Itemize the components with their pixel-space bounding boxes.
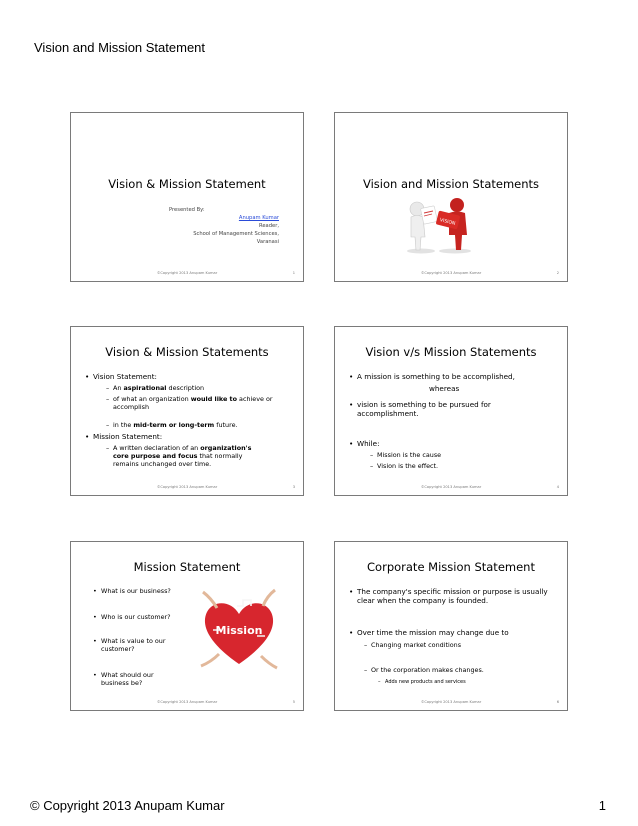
page-copyright: © Copyright 2013 Anupam Kumar — [30, 798, 225, 813]
slide-title: Vision & Mission Statements — [105, 345, 269, 359]
bullet: • The company's specific mission or purpose is usually clear when the company is founded. — [357, 587, 555, 605]
slide-footer: ©Copyright 2013 Anupam Kumar — [156, 271, 218, 275]
bullet: • Vision Statement: — [93, 372, 157, 381]
presenter-block — [139, 206, 279, 246]
slide-number: 6 — [556, 700, 559, 704]
question: • What is our business? — [101, 587, 191, 595]
slide-footer: ©Copyright 2013 Anupam Kumar — [420, 485, 482, 489]
bullet: • A mission is something to be accomplished, — [357, 372, 515, 381]
sub-bullet: – Changing market conditions — [371, 641, 461, 649]
bullet: • Mission Statement: — [93, 432, 162, 441]
slide-footer: ©Copyright 2013 Anupam Kumar — [156, 700, 218, 704]
slide-number: 2 — [556, 271, 559, 275]
question: • Who is our customer? — [101, 613, 191, 621]
text: in the — [113, 421, 134, 429]
vision-sign-text: VISION — [439, 218, 456, 227]
slide-4 — [334, 326, 568, 496]
whereas-text: whereas — [429, 384, 460, 393]
white-figure — [407, 202, 438, 254]
sub-bullet: – Vision is the effect. — [377, 462, 438, 470]
bullet: • While: — [357, 439, 380, 448]
bullet: • Over time the mission may change due to — [357, 628, 557, 637]
sub-bullet: – Mission is the cause — [377, 451, 441, 459]
question: • What should our business be? — [101, 671, 171, 687]
page-number: 1 — [598, 798, 606, 813]
slide-title: Corporate Mission Statement — [367, 560, 535, 574]
text-bold: aspirational — [123, 384, 167, 392]
mission-heart-illustration — [197, 584, 281, 674]
text: achieve or accomplish — [113, 395, 273, 412]
slide-2 — [334, 112, 568, 282]
question: • What is value to our customer? — [101, 637, 181, 653]
vision-illustration — [399, 193, 479, 255]
text: A written declaration of an — [113, 444, 201, 452]
sub-bullet — [113, 384, 283, 392]
slide-number: 5 — [292, 700, 295, 704]
text: future. — [214, 421, 238, 429]
mission-heart-text: Mission — [215, 624, 263, 637]
sub-bullet — [113, 444, 263, 469]
author-city: Varanasi — [256, 239, 279, 245]
sub-bullet: – Or the corporation makes changes. — [371, 666, 484, 674]
page-header: Vision and Mission Statement — [34, 40, 206, 55]
slide-6 — [334, 541, 568, 711]
slide-number: 4 — [556, 485, 559, 489]
slide-footer: ©Copyright 2013 Anupam Kumar — [420, 271, 482, 275]
text: An — [113, 384, 124, 392]
presented-by: Presented By: — [169, 207, 205, 213]
slide-number: 3 — [292, 485, 295, 489]
author-link[interactable]: Anupam Kumar — [238, 215, 279, 221]
slide-title: Vision & Mission Statement — [108, 177, 266, 191]
slide-number: 1 — [292, 271, 295, 275]
text-bold: mid-term or long-term — [133, 421, 215, 429]
slide-title: Vision and Mission Statements — [362, 177, 540, 191]
author-school: School of Management Sciences, — [193, 231, 279, 237]
sub-sub-bullet: – Adds new products and services — [385, 679, 466, 686]
slide-3 — [70, 326, 304, 496]
slide-title: Mission Statement — [133, 560, 241, 574]
text-bold: would like to — [190, 395, 237, 403]
sub-bullet — [113, 421, 283, 429]
slide-1 — [70, 112, 304, 282]
slide-footer: ©Copyright 2013 Anupam Kumar — [420, 700, 482, 704]
text: that normally remains unchanged over time. — [113, 452, 243, 469]
sub-bullet — [113, 395, 285, 411]
slide-title: Vision v/s Mission Statements — [365, 345, 537, 359]
author-role: Reader, — [258, 223, 279, 229]
text: description — [166, 384, 205, 392]
slide-footer: ©Copyright 2013 Anupam Kumar — [156, 485, 218, 489]
bullet: • vision is something to be pursued for accomplishment. — [357, 400, 537, 418]
text: of what an organization — [113, 395, 191, 403]
text-bold: organization's core purpose and focus — [113, 444, 252, 461]
slide-5 — [70, 541, 304, 711]
